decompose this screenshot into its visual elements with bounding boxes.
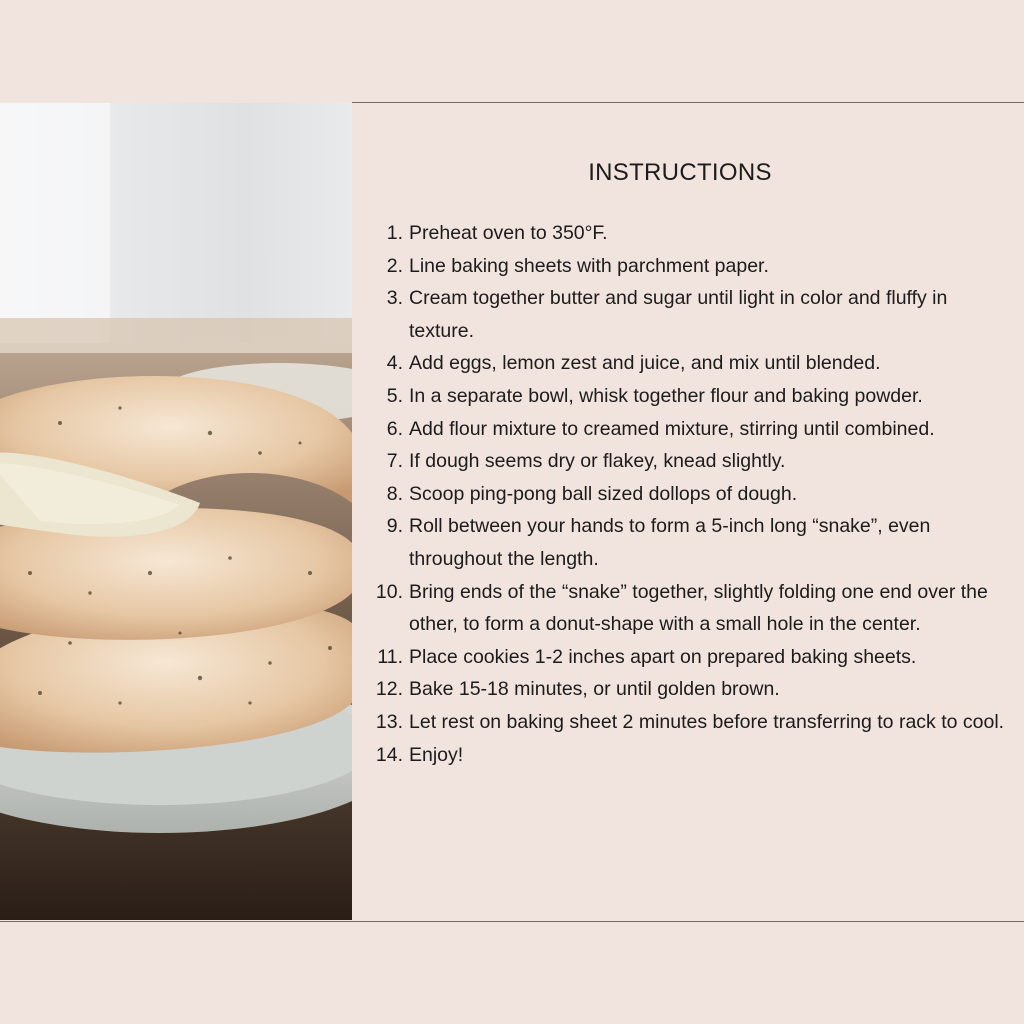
instruction-step — [370, 250, 1016, 283]
instruction-step — [370, 641, 1016, 674]
instruction-step — [370, 576, 1016, 641]
step-text: Enjoy! — [409, 743, 464, 766]
step-number: 10. — [375, 580, 403, 603]
instructions-panel — [352, 103, 1024, 921]
instructions-heading: INSTRUCTIONS — [588, 159, 772, 186]
step-text: In a separate bowl, whisk together flour and baking powder. — [409, 384, 923, 407]
step-number: 1. — [386, 222, 403, 244]
step-number: 5. — [386, 384, 403, 407]
step-text: Roll between your hands to form a 5-inch long “snake”, even throughout the length. — [409, 515, 931, 570]
step-text: Scoop ping-pong ball sized dollops of dough. — [409, 482, 798, 505]
instruction-step — [370, 510, 1016, 575]
instruction-step — [370, 413, 1016, 446]
instruction-step — [370, 217, 1016, 250]
step-number: 9. — [386, 515, 403, 538]
instruction-step — [370, 478, 1016, 511]
bottom-divider — [0, 921, 1024, 922]
instruction-step — [370, 445, 1016, 478]
step-number: 7. — [386, 450, 403, 473]
instruction-step — [370, 673, 1016, 706]
instructions-list — [370, 217, 1016, 771]
step-text: Let rest on baking sheet 2 minutes before transferring to rack to cool. — [409, 710, 1005, 733]
step-text: Preheat oven to 350°F. — [409, 222, 608, 244]
instruction-step — [370, 282, 1016, 347]
step-number: 3. — [386, 287, 403, 310]
step-text: If dough seems dry or flakey, knead slightly. — [409, 450, 786, 473]
step-number: 14. — [375, 743, 403, 766]
cookie-photo — [0, 103, 352, 920]
step-number: 4. — [386, 352, 403, 375]
step-text: Bake 15-18 minutes, or until golden brown. — [409, 678, 780, 701]
step-text: Bring ends of the “snake” together, slightly folding one end over the other, to form a donut-shape with a small hole in the center. — [409, 580, 988, 636]
instruction-step — [370, 380, 1016, 413]
step-number: 8. — [386, 482, 403, 505]
instruction-step — [370, 739, 1016, 772]
step-text: Add eggs, lemon zest and juice, and mix until blended. — [409, 352, 881, 375]
step-number: 12. — [375, 678, 403, 701]
step-text: Cream together butter and sugar until light in color and fluffy in texture. — [409, 287, 948, 342]
step-number: 2. — [386, 254, 403, 277]
step-number: 13. — [375, 710, 403, 733]
instruction-step — [370, 347, 1016, 380]
step-number: 6. — [386, 417, 403, 440]
step-text: Add flour mixture to creamed mixture, stirring until combined. — [409, 417, 935, 440]
step-number: 11. — [377, 645, 403, 668]
step-text: Place cookies 1-2 inches apart on prepared baking sheets. — [409, 645, 917, 668]
step-text: Line baking sheets with parchment paper. — [409, 254, 769, 277]
instruction-step — [370, 706, 1016, 739]
